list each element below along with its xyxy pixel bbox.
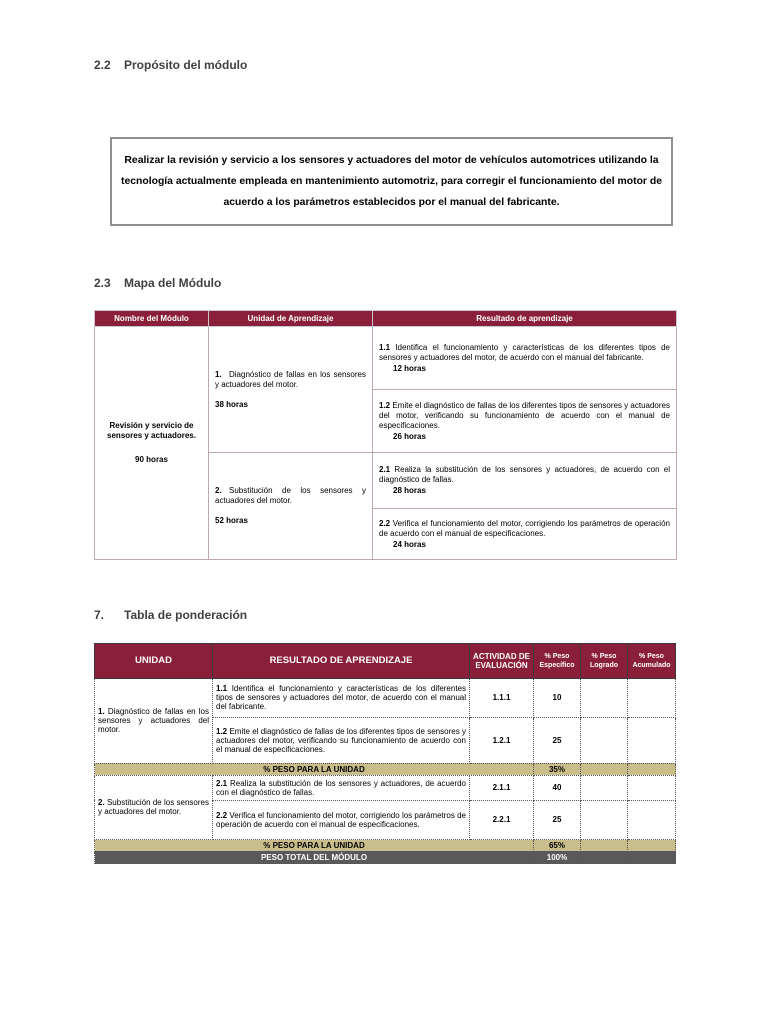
section-number: 2.2 xyxy=(94,58,111,72)
result-hours: 24 horas xyxy=(393,539,426,549)
unit-cell xyxy=(95,775,213,839)
unit-number: 1. xyxy=(215,369,222,379)
acumulado-cell[interactable] xyxy=(628,678,676,717)
result-cell xyxy=(373,453,677,509)
result-number: 1.1 xyxy=(379,342,391,352)
unit-number: 2. xyxy=(98,798,105,808)
result-text: Identifica el funcionamiento y características de los diferentes tipos de sensores y actuadores del motor, de acuerdo con el manual del fabricante. xyxy=(216,684,466,712)
section-title: Tabla de ponderación xyxy=(124,608,248,622)
result-number: 2.2 xyxy=(216,810,228,820)
unit-name: Diagnóstico de fallas en los sensores y actuadores del motor. xyxy=(215,369,366,389)
logrado-cell[interactable] xyxy=(581,678,628,717)
logrado-cell[interactable] xyxy=(581,775,628,800)
result-cell xyxy=(373,390,677,453)
result-number: 2.1 xyxy=(379,465,391,474)
unit-number: 1. xyxy=(98,707,105,717)
module-hours: 90 horas xyxy=(135,455,168,464)
result-text: Identifica el funcionamiento y características de los diferentes tipos de sensores y actuadores del motor, de acuerdo con el manual del fabricante. xyxy=(379,342,670,362)
result-text: Emite el diagnóstico de fallas de los diferentes tipos de sensores y actuadores del motor, verificando su funcionamiento de acuerdo con el manual de especificaciones. xyxy=(379,400,670,430)
result-hours: 26 horas xyxy=(393,431,426,441)
module-map-table xyxy=(94,310,677,560)
section-heading-map xyxy=(94,276,221,290)
result-number: 1.1 xyxy=(216,684,228,694)
result-cell xyxy=(373,327,677,390)
subtotal-empty xyxy=(581,840,628,852)
header-unidad: UNIDAD xyxy=(95,644,213,679)
unit-cell xyxy=(95,678,213,763)
result-number: 1.2 xyxy=(216,726,228,736)
activity-cell: 2.1.1 xyxy=(470,775,534,800)
header-module-name: Nombre del Módulo xyxy=(95,311,209,327)
module-cell xyxy=(95,327,209,560)
subtotal-empty xyxy=(581,763,628,775)
header-actividad: ACTIVIDAD DE EVALUACIÓN xyxy=(470,644,534,679)
logrado-cell[interactable] xyxy=(581,800,628,839)
ponderation-table xyxy=(94,643,676,864)
result-cell xyxy=(213,718,470,764)
unit-hours: 38 horas xyxy=(215,399,248,409)
header-peso-acumulado: % Peso Acumulado xyxy=(628,644,676,679)
subtotal-row xyxy=(95,763,676,775)
total-value: 100% xyxy=(534,851,581,863)
acumulado-cell[interactable] xyxy=(628,718,676,764)
result-number: 2.2 xyxy=(379,518,391,528)
activity-cell: 2.2.1 xyxy=(470,800,534,839)
subtotal-value: 35% xyxy=(534,763,581,775)
unit-name: Substitución de los sensores y actuadores del motor. xyxy=(98,798,209,817)
result-text: Realiza la substitución de los sensores y actuadores, de acuerdo con el diagnóstico de fallas. xyxy=(379,465,670,484)
weight-cell: 25 xyxy=(534,718,581,764)
subtotal-empty xyxy=(628,840,676,852)
activity-cell: 1.2.1 xyxy=(470,718,534,764)
unit-cell xyxy=(209,327,373,453)
result-cell xyxy=(373,509,677,560)
purpose-text: Realizar la revisión y servicio a los sensores y actuadores del motor de vehículos automotrices utilizando la tecnología actualmente empleada en mantenimiento automotriz, para corregir el funcionamiento del motor de acuerdo a los parámetros establecidos por el manual del fabricante. xyxy=(121,155,662,208)
unit-cell xyxy=(209,453,373,560)
result-cell xyxy=(213,800,470,839)
header-peso-logrado: % Peso Logrado xyxy=(581,644,628,679)
result-cell xyxy=(213,678,470,717)
result-number: 2.1 xyxy=(216,778,228,788)
section-number: 2.3 xyxy=(94,276,111,290)
weight-cell: 40 xyxy=(534,775,581,800)
section-heading-ponderation xyxy=(94,608,247,622)
result-text: Realiza la substitución de los sensores y actuadores, de acuerdo con el diagnóstico de fallas. xyxy=(216,778,466,797)
module-name: Revisión y servicio de sensores y actuadores. xyxy=(107,421,196,440)
subtotal-empty xyxy=(628,763,676,775)
total-label: PESO TOTAL DEL MÓDULO xyxy=(95,851,534,863)
section-title: Mapa del Módulo xyxy=(124,276,222,290)
weight-cell: 25 xyxy=(534,800,581,839)
weight-cell: 10 xyxy=(534,678,581,717)
acumulado-cell[interactable] xyxy=(628,775,676,800)
result-hours: 28 horas xyxy=(393,486,426,495)
section-title: Propósito del módulo xyxy=(124,58,248,72)
acumulado-cell[interactable] xyxy=(628,800,676,839)
result-text: Verifica el funcionamiento del motor, corrigiendo los parámetros de operación de acuerdo con el manual de especificaciones. xyxy=(216,810,466,829)
purpose-box xyxy=(110,137,673,226)
section-heading-purpose xyxy=(94,58,247,72)
section-number: 7. xyxy=(94,608,105,622)
logrado-cell[interactable] xyxy=(581,718,628,764)
result-text: Emite el diagnóstico de fallas de los diferentes tipos de sensores y actuadores del motor, verificando su funcionamiento de acuerdo con el manual de especificaciones. xyxy=(216,726,466,754)
subtotal-label: % PESO PARA LA UNIDAD xyxy=(95,840,534,852)
activity-cell: 1.1.1 xyxy=(470,678,534,717)
unit-name: Substitución de los sensores y actuadores del motor. xyxy=(215,486,366,505)
subtotal-row xyxy=(95,840,676,852)
unit-number: 2. xyxy=(215,486,222,495)
header-peso-especifico: % Peso Específico xyxy=(534,644,581,679)
header-resultado: RESULTADO DE APRENDIZAJE xyxy=(213,644,470,679)
subtotal-label: % PESO PARA LA UNIDAD xyxy=(95,763,534,775)
total-empty xyxy=(628,851,676,863)
header-learning-unit: Unidad de Aprendizaje xyxy=(209,311,373,327)
result-hours: 12 horas xyxy=(393,363,426,373)
unit-hours: 52 horas xyxy=(215,516,248,525)
unit-name: Diagnóstico de fallas en los sensores y actuadores del motor. xyxy=(98,707,209,735)
result-text: Verifica el funcionamiento del motor, corrigiendo los parámetros de operación de acuerdo con el manual de especificaciones. xyxy=(379,518,670,538)
result-number: 1.2 xyxy=(379,400,391,410)
header-learning-result: Resultado de aprendizaje xyxy=(373,311,677,327)
total-row xyxy=(95,851,676,863)
subtotal-value: 65% xyxy=(534,840,581,852)
total-empty xyxy=(581,851,628,863)
result-cell xyxy=(213,775,470,800)
